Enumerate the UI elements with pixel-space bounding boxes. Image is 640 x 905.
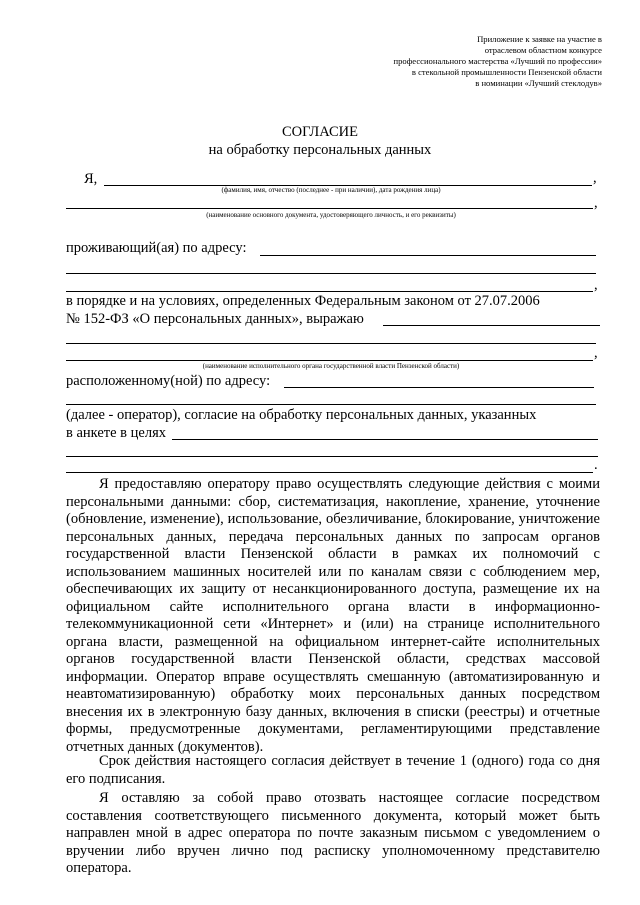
operator-line: (далее - оператор), согласие на обработку персональных данных, указанных: [66, 407, 537, 423]
operator-address-field-1[interactable]: [284, 387, 594, 388]
appendix-line: Приложение к заявке на участие в: [477, 34, 602, 44]
operator-name-field-2[interactable]: [66, 343, 596, 344]
law-line-2: № 152-ФЗ «О персональных данных», выражаю: [66, 311, 364, 327]
paragraph-term: Срок действия настоящего согласия действует в течение 1 (одного) года со дня его подписания.: [66, 753, 600, 787]
purposes-field-2[interactable]: [66, 456, 598, 457]
appendix-note: [282, 34, 602, 89]
purposes-field-1[interactable]: [172, 439, 598, 440]
comma: ,: [594, 345, 598, 361]
label-purposes: в анкете в целях: [66, 425, 167, 441]
period: .: [594, 457, 598, 473]
appendix-line: в стекольной промышленности Пензенской области: [411, 67, 602, 77]
label-residing: проживающий(ая) по адресу:: [66, 240, 247, 256]
appendix-line: профессионального мастерства «Лучший по профессии»: [393, 56, 602, 66]
label-located: расположенному(ной) по адресу:: [66, 373, 271, 389]
operator-address-field-2[interactable]: [66, 404, 596, 405]
operator-name-field-3[interactable]: [66, 360, 593, 361]
document-subtitle: на обработку персональных данных: [208, 142, 432, 158]
caption-org: (наименование исполнительного органа государственной власти Пензенской области): [202, 362, 460, 370]
label-ya: Я,: [84, 171, 98, 187]
paragraph-revocation: Я оставляю за собой право отозвать настоящее согласие посредством составления соответствующего письменного документа, который может быть направлен мной в адрес оператора по почте заказным письмом с уведомлением о вручении либо вручен лично под расписку уполномоченному представителю оператора.: [66, 790, 600, 876]
operator-name-field-1[interactable]: [383, 325, 600, 326]
caption-fio: (фамилия, имя, отчество (последнее - при наличии), дата рождения лица): [221, 186, 441, 194]
caption-document: (наименование основного документа, удостоверяющего личность, и его реквизиты): [206, 211, 456, 219]
purposes-field-3[interactable]: [66, 472, 593, 473]
address-field-2[interactable]: [66, 273, 596, 274]
comma: ,: [593, 170, 597, 186]
address-field-1[interactable]: [260, 255, 596, 256]
document-title: СОГЛАСИЕ: [281, 124, 359, 140]
law-line-1: в порядке и на условиях, определенных Федеральным законом от 27.07.2006: [66, 293, 540, 309]
appendix-line: в номинации «Лучший стеклодув»: [475, 78, 602, 88]
comma: ,: [594, 195, 598, 211]
paragraph-rights: Я предоставляю оператору право осуществлять следующие действия с моими персональными данными: сбор, систематизация, накопление, хранение, уточнение (обновление, изменение), использование, обезличивание, блокирование, уничтожение персональных данных, передача персональных данных по запросам органов государственной власти Пензенской области в рамках их полномочий с использованием машинных носителей или по каналам связи с соблюдением мер, обеспечивающих их защиту от несанкционированного доступа, размещение их на официальном сайте исполнительного органа власти в информационно-телекоммуникационной сети «Интернет» и (или) на странице исполнительного органа власти, размещенной на официальном интернет-сайте исполнительных органов государственной власти Пензенской области, средствах массовой информации. Оператор вправе осуществлять смешанную (автоматизированную и неавтоматизированную) обработку моих персональных данных посредством внесения их в электронную базу данных, включения в списки (реестры) и отчетные формы, предусмотренные документами, регламентирующими представление отчетных данных (документов).: [66, 476, 600, 755]
document-field[interactable]: [66, 208, 593, 209]
comma: ,: [594, 277, 598, 293]
appendix-line: отраслевом областном конкурсе: [484, 45, 602, 55]
